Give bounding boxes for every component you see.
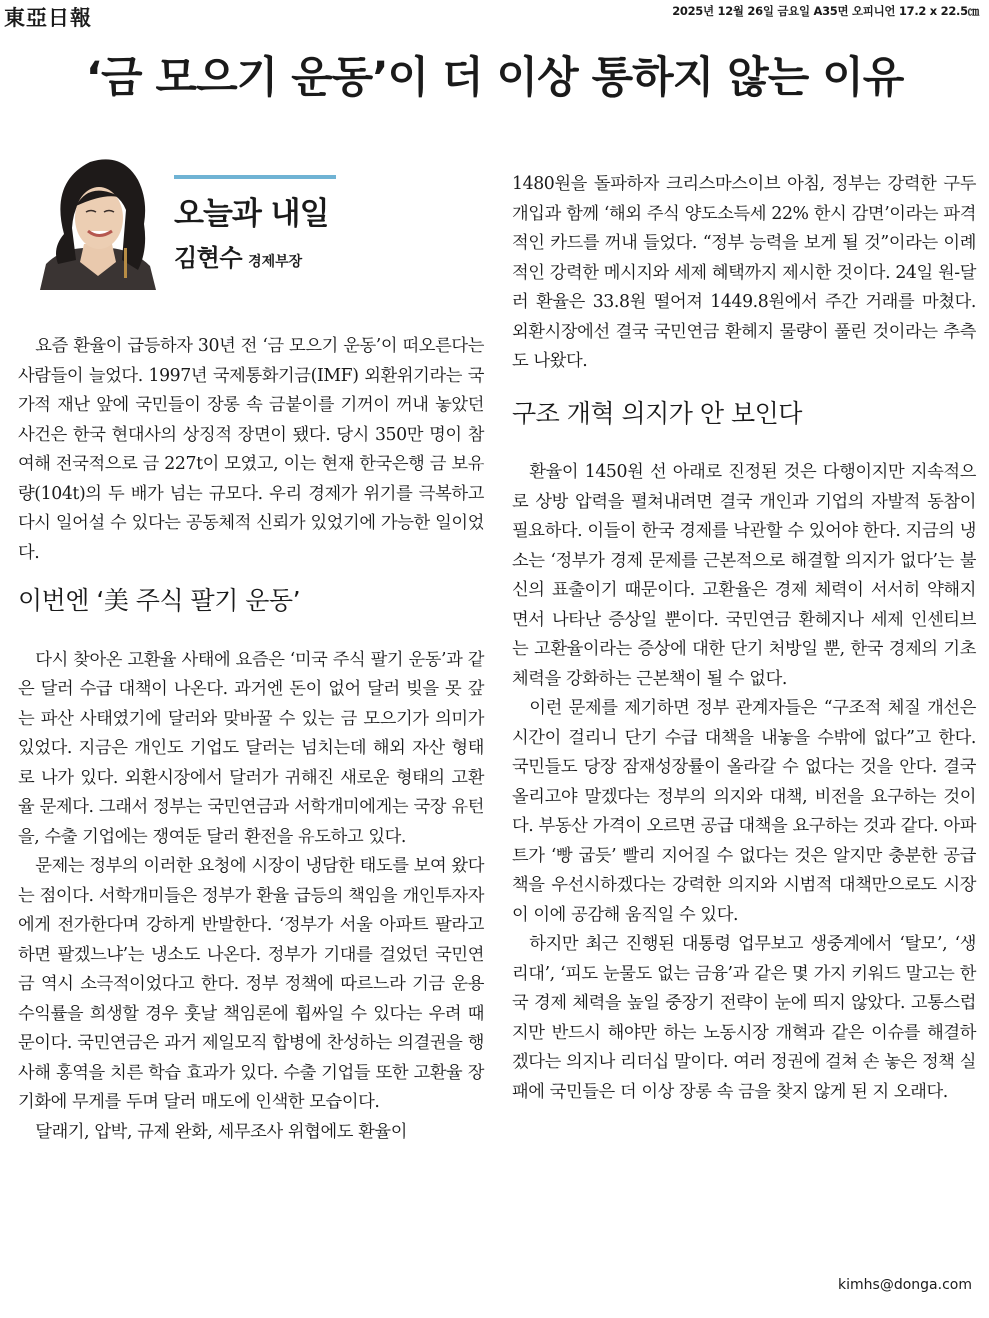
subheading: 구조 개혁 의지가 안 보인다 (512, 398, 802, 428)
left-column (18, 332, 484, 1147)
paragraph: 이런 문제를 제기하면 정부 관계자들은 “구조적 체질 개선은 시간이 걸리니 단기 수급 대책을 내놓을 수밖에 없다”고 한다. 국민들도 당장 잠재성장률이 올라갈 수 없다는 것을 안다. 결국 올리고야 말겠다는 정부의 의지와 대책, 비전을 요구하는 것이다. 부동산 가격이 오르면 공급 대책을 요구하는 것과 같다. 아파트가 ‘빵 굽듯’ 빨리 지어질 수 없다는 것은 알지만 충분한 공급책을 우선시하겠다는 강력한 의지와 시범적 대책만으로도 시장이 이에 공감해 움직일 수 있다. (512, 698, 976, 925)
author-role: 경제부장 (248, 254, 303, 270)
author-portrait (40, 152, 156, 290)
paragraph: 환율이 1450원 선 아래로 진정된 것은 다행이지만 지속적으로 상방 압력을 펼쳐내려면 결국 개인과 기업의 자발적 동참이 필요하다. 이들이 한국 경제를 낙관할 수 있어야 한다. 지금의 냉소는 ‘정부가 경제 문제를 근본적으로 해결할 의지가 없다’는 불신의 표출이기 때문이다. 고환율은 경제 체력이 서서히 약해지면서 나타난 증상일 뿐이다. 국민연금 환헤지나 세제 인센티브는 고환율이라는 증상에 대한 단기 처방일 뿐, 한국 경제의 기초체력을 강화하는 근본책이 될 수 없다. (512, 462, 976, 689)
paragraph: 요즘 환율이 급등하자 30년 전 ‘금 모으기 운동’이 떠오른다는 사람들이 늘었다. 1997년 국제통화기금(IMF) 외환위기라는 국가적 재난 앞에 국민들이 장롱 속 금붙이를 기꺼이 꺼내 놓았던 사건은 한국 현대사의 상징적 장면이 됐다. 당시 350만 명이 참여해 전국적으로 금 227t이 모였고, 이는 현재 한국은행 금 보유량(104t)의 두 배가 넘는 규모다. 우리 경제가 위기를 극복하고 다시 일어설 수 있다는 공동체적 신뢰가 있었기에 가능한 일이었다. (18, 336, 484, 563)
column-name: 오늘과 내일 (174, 196, 329, 232)
byline (174, 238, 302, 273)
subheading: 이번엔 ‘美 주식 팔기 운동’ (18, 586, 301, 615)
paragraph: 1480원을 돌파하자 크리스마스이브 아침, 정부는 강력한 구두 개입과 함께 ‘해외 주식 양도소득세 22% 한시 감면’이라는 파격적인 카드를 꺼내 들었다. “정부 능력을 보게 될 것”이라는 이례적인 강력한 메시지와 세제 혜택까지 제시한 것이다. 24일 원-달러 환율은 33.8원 떨어져 1449.8원에서 주간 거래를 마쳤다. 외환시장에선 결국 국민연금 환헤지 물량이 풀린 것이라는 추측도 나왔다. (512, 174, 976, 371)
paragraph: 달래기, 압박, 규제 완화, 세무조사 위협에도 환율이 (35, 1121, 408, 1142)
paragraph: 하지만 최근 진행된 대통령 업무보고 생중계에서 ‘탈모’, ‘생리대’, ‘피도 눈물도 없는 금융’과 같은 몇 가지 키워드 말고는 한국 경제 체력을 높일 중장기 전략이 눈에 띄지 않았다. 고통스럽지만 반드시 해야만 하는 노동시장 개혁과 같은 이슈를 해결하겠다는 의지나 리더십 말이다. 여러 정권에 걸쳐 손 놓은 정책 실패에 국민들은 더 이상 장롱 속 금을 찾지 않게 된 지 오래다. (512, 934, 976, 1102)
newspaper-masthead: 東亞日報 (4, 5, 92, 30)
paragraph: 문제는 정부의 이러한 요청에 시장이 냉담한 태도를 보여 왔다는 점이다. 서학개미들은 정부가 환율 급등의 책임을 개인투자자에게 전가한다며 강하게 반발한다. ‘정부가 서울 아파트 팔라고 하면 팔겠느냐’는 냉소도 나온다. 정부가 기대를 걸었던 국민연금 역시 소극적이었다고 한다. 정부 정책에 따르느라 기금 운용 수익률을 희생할 경우 훗날 책임론에 휩싸일 수 있다는 우려 때문이다. 국민연금은 과거 제일모직 합병에 찬성하는 의결권을 행사해 홍역을 치른 학습 효과가 있다. 수출 기업들 또한 고환율 장기화에 무게를 두며 달러 매도에 인색한 모습이다. (18, 856, 484, 1112)
article-headline: ‘금 모으기 운동’이 더 이상 통하지 않는 이유 (85, 53, 904, 103)
issue-meta: 2025년 12월 26일 금요일 A35면 오피니언 17.2 x 22.5㎝ (672, 4, 979, 18)
column-accent-rule (174, 175, 336, 179)
author-email: kimhs@donga.com (838, 1277, 972, 1293)
author-name: 김현수 (174, 244, 243, 272)
paragraph: 다시 찾아온 고환율 사태에 요즘은 ‘미국 주식 팔기 운동’과 같은 달러 수급 대책이 나온다. 과거엔 돈이 없어 달러 빚을 못 갚는 파산 사태였기에 달러와 맞바꿀 수 있는 금 모으기가 의미가 있었다. 지금은 개인도 기업도 달러는 넘치는데 해외 자산 형태로 나가 있다. 외환시장에서 달러가 귀해진 새로운 형태의 고환율 문제다. 그래서 정부는 국민연금과 서학개미에게는 국장 유턴을, 수출 기업에는 쟁여둔 달러 환전을 유도하고 있다. (18, 649, 484, 847)
right-column (512, 170, 976, 1107)
